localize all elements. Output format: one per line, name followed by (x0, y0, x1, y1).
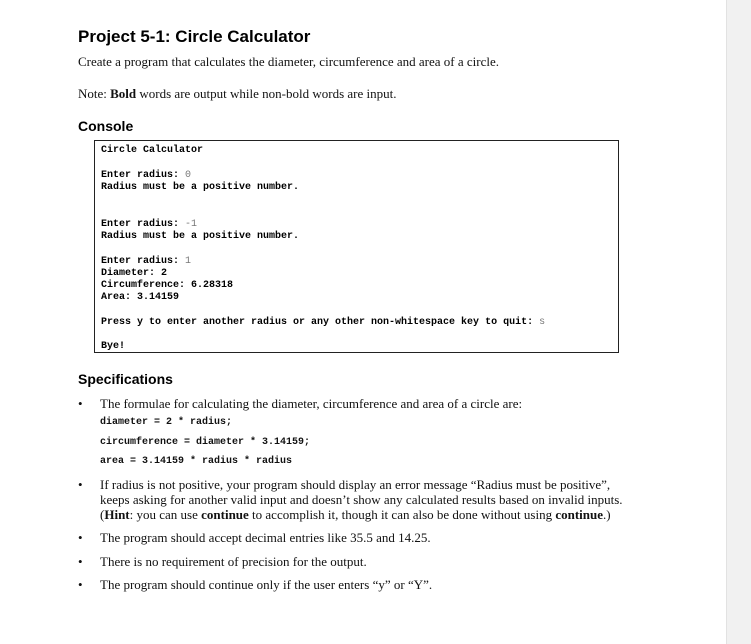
spec-text: The formulae for calculating the diameter, circumference and area of a circle are: (100, 396, 523, 411)
console-input: 1 (185, 256, 192, 267)
spec-text: The program should accept decimal entries like 35.5 and 14.25. (100, 530, 431, 545)
bullet-icon: • (78, 477, 83, 492)
code-line: area = 3.14159 * radius * radius (100, 456, 293, 467)
code-line: circumference = diameter * 3.14159; (100, 437, 311, 448)
bullet-icon: • (78, 530, 83, 545)
console-line: Bye! (101, 341, 126, 352)
spec-text: There is no requirement of precision for the output. (100, 554, 367, 569)
vertical-scrollbar[interactable] (726, 0, 751, 644)
bullet-icon: • (78, 396, 83, 411)
console-line (101, 170, 191, 181)
spec-text-part: : you can use (129, 507, 202, 522)
console-line: Diameter: 2 (101, 268, 168, 279)
note-bold-word: Bold (110, 86, 137, 101)
code-line: diameter = 2 * radius; (100, 417, 233, 428)
console-line: Radius must be a positive number. (101, 182, 300, 193)
console-input: 0 (185, 170, 192, 181)
specifications-heading: Specifications (78, 371, 173, 387)
console-prompt: Enter radius: (101, 170, 186, 181)
console-line: Area: 3.14159 (101, 292, 180, 303)
bullet-icon: • (78, 577, 83, 592)
spec-text-part: to accomplish it, though it can also be done without using (248, 507, 556, 522)
console-line (101, 219, 197, 230)
bullet-icon: • (78, 554, 83, 569)
console-heading: Console (78, 118, 134, 134)
console-line (101, 317, 545, 328)
console-line: Radius must be a positive number. (101, 231, 300, 242)
console-prompt: Enter radius: (101, 219, 186, 230)
note-text (78, 86, 396, 102)
page-title: Project 5-1: Circle Calculator (78, 27, 311, 46)
intro-text: Create a program that calculates the diameter, circumference and area of a circle. (78, 54, 500, 69)
note-prefix: Note: (78, 86, 111, 101)
spec-text: The program should continue only if the user enters “y” or “Y”. (100, 577, 433, 592)
note-suffix: words are output while non-bold words are input. (136, 86, 397, 101)
console-line: Circumference: 6.28318 (101, 280, 234, 291)
console-input: s (539, 317, 546, 328)
console-box (94, 140, 619, 353)
hint-bold: Hint (104, 507, 130, 522)
console-line (101, 256, 191, 267)
spec-text (100, 477, 640, 522)
console-input: -1 (185, 219, 198, 230)
continue-keyword: continue (555, 507, 604, 522)
console-line: Circle Calculator (101, 145, 204, 156)
continue-keyword: continue (201, 507, 249, 522)
console-prompt: Enter radius: (101, 256, 186, 267)
spec-text-part: .) (603, 507, 611, 522)
console-prompt: Press y to enter another radius or any other non-whitespace key to quit: (101, 317, 540, 328)
spec-text-part: If radius is not positive, your program should display an error message “Radius must be positive”, keeps asking for another valid input and doesn’t show any calculated results based on invalid inputs. ( (100, 477, 623, 522)
